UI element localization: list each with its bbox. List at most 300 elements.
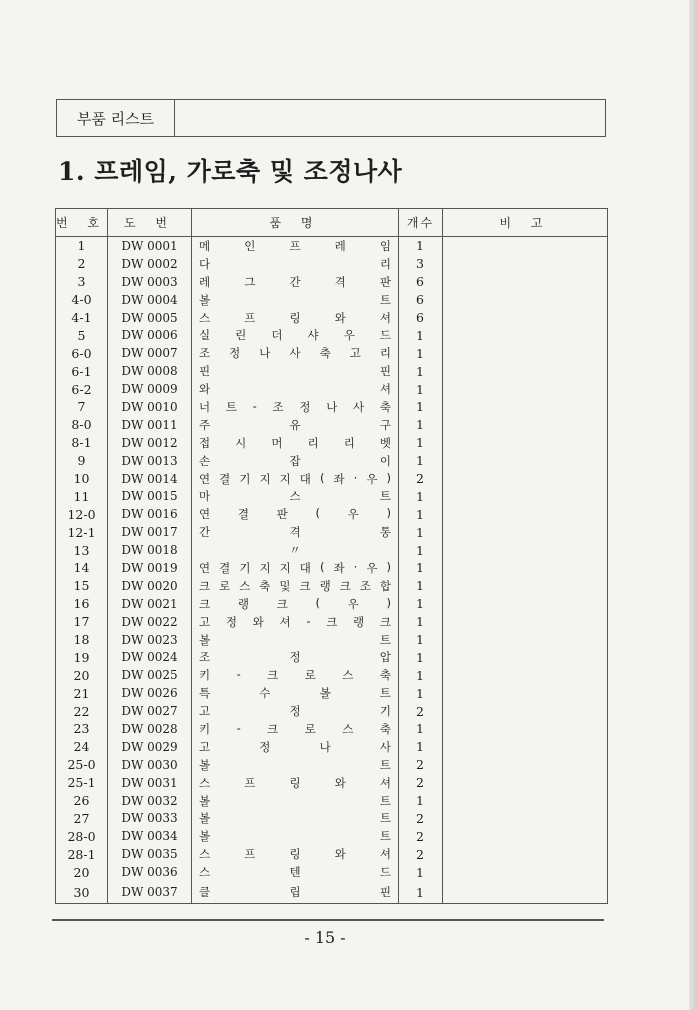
part-name-char: 조 [199, 650, 211, 665]
row-note [443, 684, 608, 702]
part-name-char: 프 [244, 310, 256, 325]
part-name-char: 연 [199, 507, 211, 522]
part-name-char: 지 [279, 471, 291, 486]
part-name-char: 트 [225, 399, 237, 414]
footer-rule [52, 919, 604, 921]
row-note [443, 666, 608, 684]
row-part-name [192, 309, 399, 327]
row-quantity: 1 [399, 416, 443, 434]
part-name-char: 정 [229, 346, 241, 361]
row-drawing-code: DW 0033 [108, 810, 192, 828]
table-row [56, 702, 608, 720]
row-number: 28-0 [56, 827, 108, 845]
row-note [443, 523, 608, 541]
row-part-name [192, 738, 399, 756]
table-row [56, 505, 608, 523]
row-drawing-code: DW 0037 [108, 881, 192, 904]
part-name-char: - [252, 398, 257, 413]
part-name-char: 고 [349, 346, 361, 361]
row-part-name [192, 470, 399, 488]
row-quantity: 1 [399, 792, 443, 810]
row-quantity: 1 [399, 434, 443, 452]
row-note [443, 452, 608, 470]
part-name-char: 이 [379, 453, 391, 468]
part-name-char: 볼 [199, 793, 211, 808]
part-name-char: 실 [199, 328, 211, 343]
table-row [56, 792, 608, 810]
part-name-char: 다 [199, 256, 211, 271]
part-name-char: 프 [289, 238, 301, 253]
part-name-char: 스 [199, 310, 211, 325]
table-row [56, 434, 608, 452]
row-part-name [192, 344, 399, 362]
row-drawing-code: DW 0019 [108, 559, 192, 577]
part-name-char: 드 [379, 328, 391, 343]
part-name-char: 크 [199, 596, 211, 611]
row-number: 17 [56, 613, 108, 631]
part-name-char: 와 [199, 382, 211, 397]
row-number: 4-1 [56, 309, 108, 327]
part-name-char: 볼 [199, 811, 211, 826]
part-name-char: 셔 [379, 382, 391, 397]
row-quantity: 1 [399, 720, 443, 738]
part-name-char: 결 [219, 471, 231, 486]
part-name-char: 〃 [289, 543, 301, 558]
row-number: 23 [56, 720, 108, 738]
part-name-char: 특 [199, 686, 211, 701]
part-name-char: 트 [379, 292, 391, 307]
row-part-name [192, 631, 399, 649]
part-name-char: ( [315, 506, 320, 521]
row-quantity: 1 [399, 577, 443, 595]
part-name-char: 스 [289, 489, 301, 504]
row-quantity: 1 [399, 362, 443, 380]
row-part-name [192, 487, 399, 505]
table-header-row [56, 209, 608, 237]
part-name-char: 우 [347, 507, 359, 522]
row-drawing-code: DW 0015 [108, 487, 192, 505]
row-part-name [192, 255, 399, 273]
part-name-char: 머 [271, 435, 283, 450]
part-name-char: · [353, 559, 358, 574]
row-part-name [192, 559, 399, 577]
part-name-char: 구 [379, 417, 391, 432]
row-drawing-code: DW 0035 [108, 845, 192, 863]
row-note [443, 702, 608, 720]
table-row [56, 291, 608, 309]
row-quantity: 1 [399, 523, 443, 541]
part-name-char: 너 [199, 399, 211, 414]
row-note [443, 881, 608, 904]
table-row [56, 541, 608, 559]
part-name-char: 결 [237, 507, 249, 522]
part-name-char: 사 [353, 399, 365, 414]
row-drawing-code: DW 0008 [108, 362, 192, 380]
row-part-name [192, 756, 399, 774]
row-number: 9 [56, 452, 108, 470]
row-number: 5 [56, 326, 108, 344]
row-number: 25-0 [56, 756, 108, 774]
part-name-char: 우 [347, 596, 359, 611]
row-drawing-code: DW 0010 [108, 398, 192, 416]
part-name-char: 시 [235, 435, 247, 450]
row-number: 11 [56, 487, 108, 505]
part-name-char: 나 [326, 399, 338, 414]
row-drawing-code: DW 0005 [108, 309, 192, 327]
row-note [443, 237, 608, 255]
part-name-char: 링 [289, 847, 301, 862]
row-drawing-code: DW 0004 [108, 291, 192, 309]
table-row [56, 684, 608, 702]
row-quantity: 2 [399, 756, 443, 774]
part-name-char: 축 [259, 578, 271, 593]
row-quantity: 2 [399, 702, 443, 720]
row-part-name [192, 273, 399, 291]
part-name-char: 스 [239, 578, 251, 593]
part-name-char: 인 [244, 238, 256, 253]
row-quantity: 6 [399, 273, 443, 291]
part-name-char: 트 [379, 632, 391, 647]
row-number: 20 [56, 666, 108, 684]
part-name-char: 립 [289, 885, 301, 900]
part-name-char: 랭 [319, 578, 331, 593]
part-name-char: ( [319, 559, 325, 574]
part-name-char: 기 [239, 560, 251, 575]
row-quantity: 1 [399, 631, 443, 649]
part-name-char: 연 [199, 471, 211, 486]
table-row [56, 810, 608, 828]
part-name-char: · [353, 470, 358, 485]
table-row [56, 881, 608, 904]
row-part-name [192, 774, 399, 792]
table-row [56, 720, 608, 738]
header-name: 품 명 [192, 209, 399, 237]
row-number: 7 [56, 398, 108, 416]
part-name-char: 리 [379, 346, 391, 361]
row-drawing-code: DW 0020 [108, 577, 192, 595]
row-part-name [192, 416, 399, 434]
table-row [56, 416, 608, 434]
part-name-char: 우 [366, 471, 378, 486]
row-number: 12-1 [56, 523, 108, 541]
table-row [56, 863, 608, 881]
part-name-char: 격 [289, 525, 301, 540]
part-name-char: 트 [379, 811, 391, 826]
row-note [443, 326, 608, 344]
row-drawing-code: DW 0024 [108, 648, 192, 666]
row-quantity: 1 [399, 380, 443, 398]
part-name-char: 크 [267, 721, 279, 736]
part-name-char: 손 [199, 453, 211, 468]
row-part-name [192, 291, 399, 309]
part-name-char: 리 [343, 435, 355, 450]
part-name-char: 셔 [379, 775, 391, 790]
row-quantity: 6 [399, 309, 443, 327]
part-name-char: 간 [289, 274, 301, 289]
row-drawing-code: DW 0027 [108, 702, 192, 720]
part-name-char: 조 [272, 399, 284, 414]
part-name-char: 랭 [353, 614, 365, 629]
part-name-char: 정 [259, 739, 271, 754]
part-name-char: ( [315, 595, 320, 610]
table-row [56, 273, 608, 291]
row-part-name [192, 362, 399, 380]
table-body [56, 237, 608, 904]
part-name-char: 핀 [199, 364, 211, 379]
part-name-char: 와 [252, 614, 264, 629]
row-number: 24 [56, 738, 108, 756]
row-note [443, 792, 608, 810]
part-name-char: 기 [239, 471, 251, 486]
row-drawing-code: DW 0007 [108, 344, 192, 362]
part-name-char: 좌 [333, 471, 345, 486]
table-row [56, 326, 608, 344]
row-number: 6-1 [56, 362, 108, 380]
row-number: 16 [56, 595, 108, 613]
part-name-char: 조 [199, 346, 211, 361]
part-name-char: 정 [289, 704, 301, 719]
part-name-char: 셔 [379, 310, 391, 325]
part-name-char: 셔 [279, 614, 291, 629]
header-qty: 개수 [399, 209, 443, 237]
part-name-char: 크 [276, 596, 288, 611]
header-note: 비 고 [443, 209, 608, 237]
row-drawing-code: DW 0018 [108, 541, 192, 559]
row-drawing-code: DW 0022 [108, 613, 192, 631]
part-name-char: 핀 [379, 885, 391, 900]
part-name-char: ( [319, 470, 325, 485]
row-part-name [192, 326, 399, 344]
row-note [443, 380, 608, 398]
row-drawing-code: DW 0016 [108, 505, 192, 523]
header-box [56, 99, 606, 137]
part-name-char: 트 [379, 793, 391, 808]
table-row [56, 648, 608, 666]
part-name-char: 마 [199, 489, 211, 504]
row-note [443, 255, 608, 273]
part-name-char: 볼 [199, 292, 211, 307]
part-name-char: 드 [379, 865, 391, 880]
row-number: 30 [56, 881, 108, 904]
part-name-char: 지 [279, 560, 291, 575]
row-note [443, 648, 608, 666]
table-row [56, 577, 608, 595]
part-name-char: 임 [379, 238, 391, 253]
row-quantity: 1 [399, 613, 443, 631]
part-name-char: 대 [299, 560, 311, 575]
table-row [56, 827, 608, 845]
row-drawing-code: DW 0023 [108, 631, 192, 649]
part-name-char: 레 [199, 274, 211, 289]
part-name-char: 크 [299, 578, 311, 593]
row-note [443, 362, 608, 380]
row-number: 27 [56, 810, 108, 828]
row-part-name [192, 720, 399, 738]
row-note [443, 487, 608, 505]
row-part-name [192, 881, 399, 904]
row-number: 22 [56, 702, 108, 720]
row-quantity: 2 [399, 470, 443, 488]
row-part-name [192, 523, 399, 541]
row-number: 20 [56, 863, 108, 881]
part-name-char: 볼 [319, 686, 331, 701]
part-name-char: 판 [276, 507, 288, 522]
row-part-name [192, 845, 399, 863]
row-quantity: 1 [399, 863, 443, 881]
table-row [56, 559, 608, 577]
part-name-char: 사 [379, 739, 391, 754]
row-drawing-code: DW 0003 [108, 273, 192, 291]
row-quantity: 1 [399, 398, 443, 416]
row-note [443, 774, 608, 792]
row-part-name [192, 434, 399, 452]
part-name-char: 간 [199, 525, 211, 540]
row-note [443, 344, 608, 362]
row-part-name [192, 702, 399, 720]
part-name-char: 축 [379, 721, 391, 736]
part-name-char: 린 [235, 328, 247, 343]
row-quantity: 1 [399, 738, 443, 756]
row-quantity: 1 [399, 487, 443, 505]
part-name-char: 와 [334, 847, 346, 862]
part-name-char: 격 [334, 274, 346, 289]
parts-table [55, 208, 608, 904]
row-quantity: 1 [399, 344, 443, 362]
row-note [443, 416, 608, 434]
table-row [56, 666, 608, 684]
row-note [443, 863, 608, 881]
part-name-char: 벳 [379, 435, 391, 450]
row-number: 2 [56, 255, 108, 273]
row-note [443, 613, 608, 631]
part-name-char: 크 [379, 614, 391, 629]
part-name-char: 핀 [379, 364, 391, 379]
row-quantity: 1 [399, 541, 443, 559]
part-name-char: 지 [259, 471, 271, 486]
header-no: 번 호 [56, 209, 108, 237]
row-part-name [192, 827, 399, 845]
part-name-char: 고 [199, 614, 211, 629]
row-number: 19 [56, 648, 108, 666]
row-quantity: 1 [399, 505, 443, 523]
part-name-char: 레 [334, 238, 346, 253]
part-name-char: 나 [319, 739, 331, 754]
row-quantity: 3 [399, 255, 443, 273]
part-name-char: ) [386, 470, 391, 485]
table-row [56, 613, 608, 631]
table-row [56, 523, 608, 541]
row-note [443, 505, 608, 523]
part-name-char: 키 [199, 668, 211, 683]
part-name-char: 그 [244, 274, 256, 289]
part-name-char: 및 [279, 578, 291, 593]
part-name-char: 키 [199, 721, 211, 736]
row-drawing-code: DW 0012 [108, 434, 192, 452]
part-name-char: 로 [219, 578, 231, 593]
row-note [443, 845, 608, 863]
row-part-name [192, 810, 399, 828]
row-drawing-code: DW 0032 [108, 792, 192, 810]
part-name-char: 통 [379, 525, 391, 540]
part-name-char: 축 [319, 346, 331, 361]
part-name-char: 기 [379, 704, 391, 719]
part-name-char: 로 [304, 721, 316, 736]
part-name-char: 사 [289, 346, 301, 361]
part-name-char: 더 [271, 328, 283, 343]
section-title: 1. 프레임, 가로축 및 조정나사 [58, 157, 403, 186]
row-part-name [192, 684, 399, 702]
row-number: 12-0 [56, 505, 108, 523]
row-quantity: 1 [399, 881, 443, 904]
row-quantity: 1 [399, 684, 443, 702]
part-name-char: 연 [199, 560, 211, 575]
table-row [56, 631, 608, 649]
table-row [56, 344, 608, 362]
table-row [56, 595, 608, 613]
part-name-char: 수 [259, 686, 271, 701]
part-name-char: 유 [289, 417, 301, 432]
part-name-char: 정 [299, 399, 311, 414]
part-name-char: 우 [343, 328, 355, 343]
part-name-char: 리 [307, 435, 319, 450]
part-name-char: 볼 [199, 757, 211, 772]
part-name-char: 볼 [199, 829, 211, 844]
part-name-char: 셔 [379, 847, 391, 862]
part-name-char: 우 [366, 560, 378, 575]
part-name-char: 와 [334, 775, 346, 790]
row-quantity: 1 [399, 595, 443, 613]
row-quantity: 2 [399, 845, 443, 863]
row-number: 21 [56, 684, 108, 702]
part-name-char: 로 [304, 668, 316, 683]
row-part-name [192, 595, 399, 613]
part-name-char: ) [386, 559, 391, 574]
row-number: 15 [56, 577, 108, 595]
row-note [443, 810, 608, 828]
row-note [443, 470, 608, 488]
part-name-char: 메 [199, 238, 211, 253]
row-note [443, 398, 608, 416]
row-number: 8-1 [56, 434, 108, 452]
row-quantity: 6 [399, 291, 443, 309]
row-note [443, 577, 608, 595]
part-name-char: ) [386, 595, 391, 610]
part-name-char: 샤 [307, 328, 319, 343]
part-name-char: 트 [379, 757, 391, 772]
part-name-char: 크 [199, 578, 211, 593]
row-note [443, 273, 608, 291]
row-quantity: 2 [399, 774, 443, 792]
row-quantity: 1 [399, 452, 443, 470]
table-row [56, 738, 608, 756]
row-note [443, 559, 608, 577]
part-name-char: 텐 [289, 865, 301, 880]
part-name-char: 클 [199, 885, 211, 900]
row-note [443, 631, 608, 649]
part-name-char: 정 [289, 650, 301, 665]
part-name-char: 크 [326, 614, 338, 629]
row-number: 28-1 [56, 845, 108, 863]
part-name-char: 트 [379, 686, 391, 701]
part-name-char: 판 [379, 274, 391, 289]
row-part-name [192, 541, 399, 559]
row-drawing-code: DW 0001 [108, 237, 192, 255]
table-row [56, 380, 608, 398]
row-note [443, 291, 608, 309]
row-part-name [192, 398, 399, 416]
row-quantity: 2 [399, 827, 443, 845]
part-name-char: 나 [259, 346, 271, 361]
